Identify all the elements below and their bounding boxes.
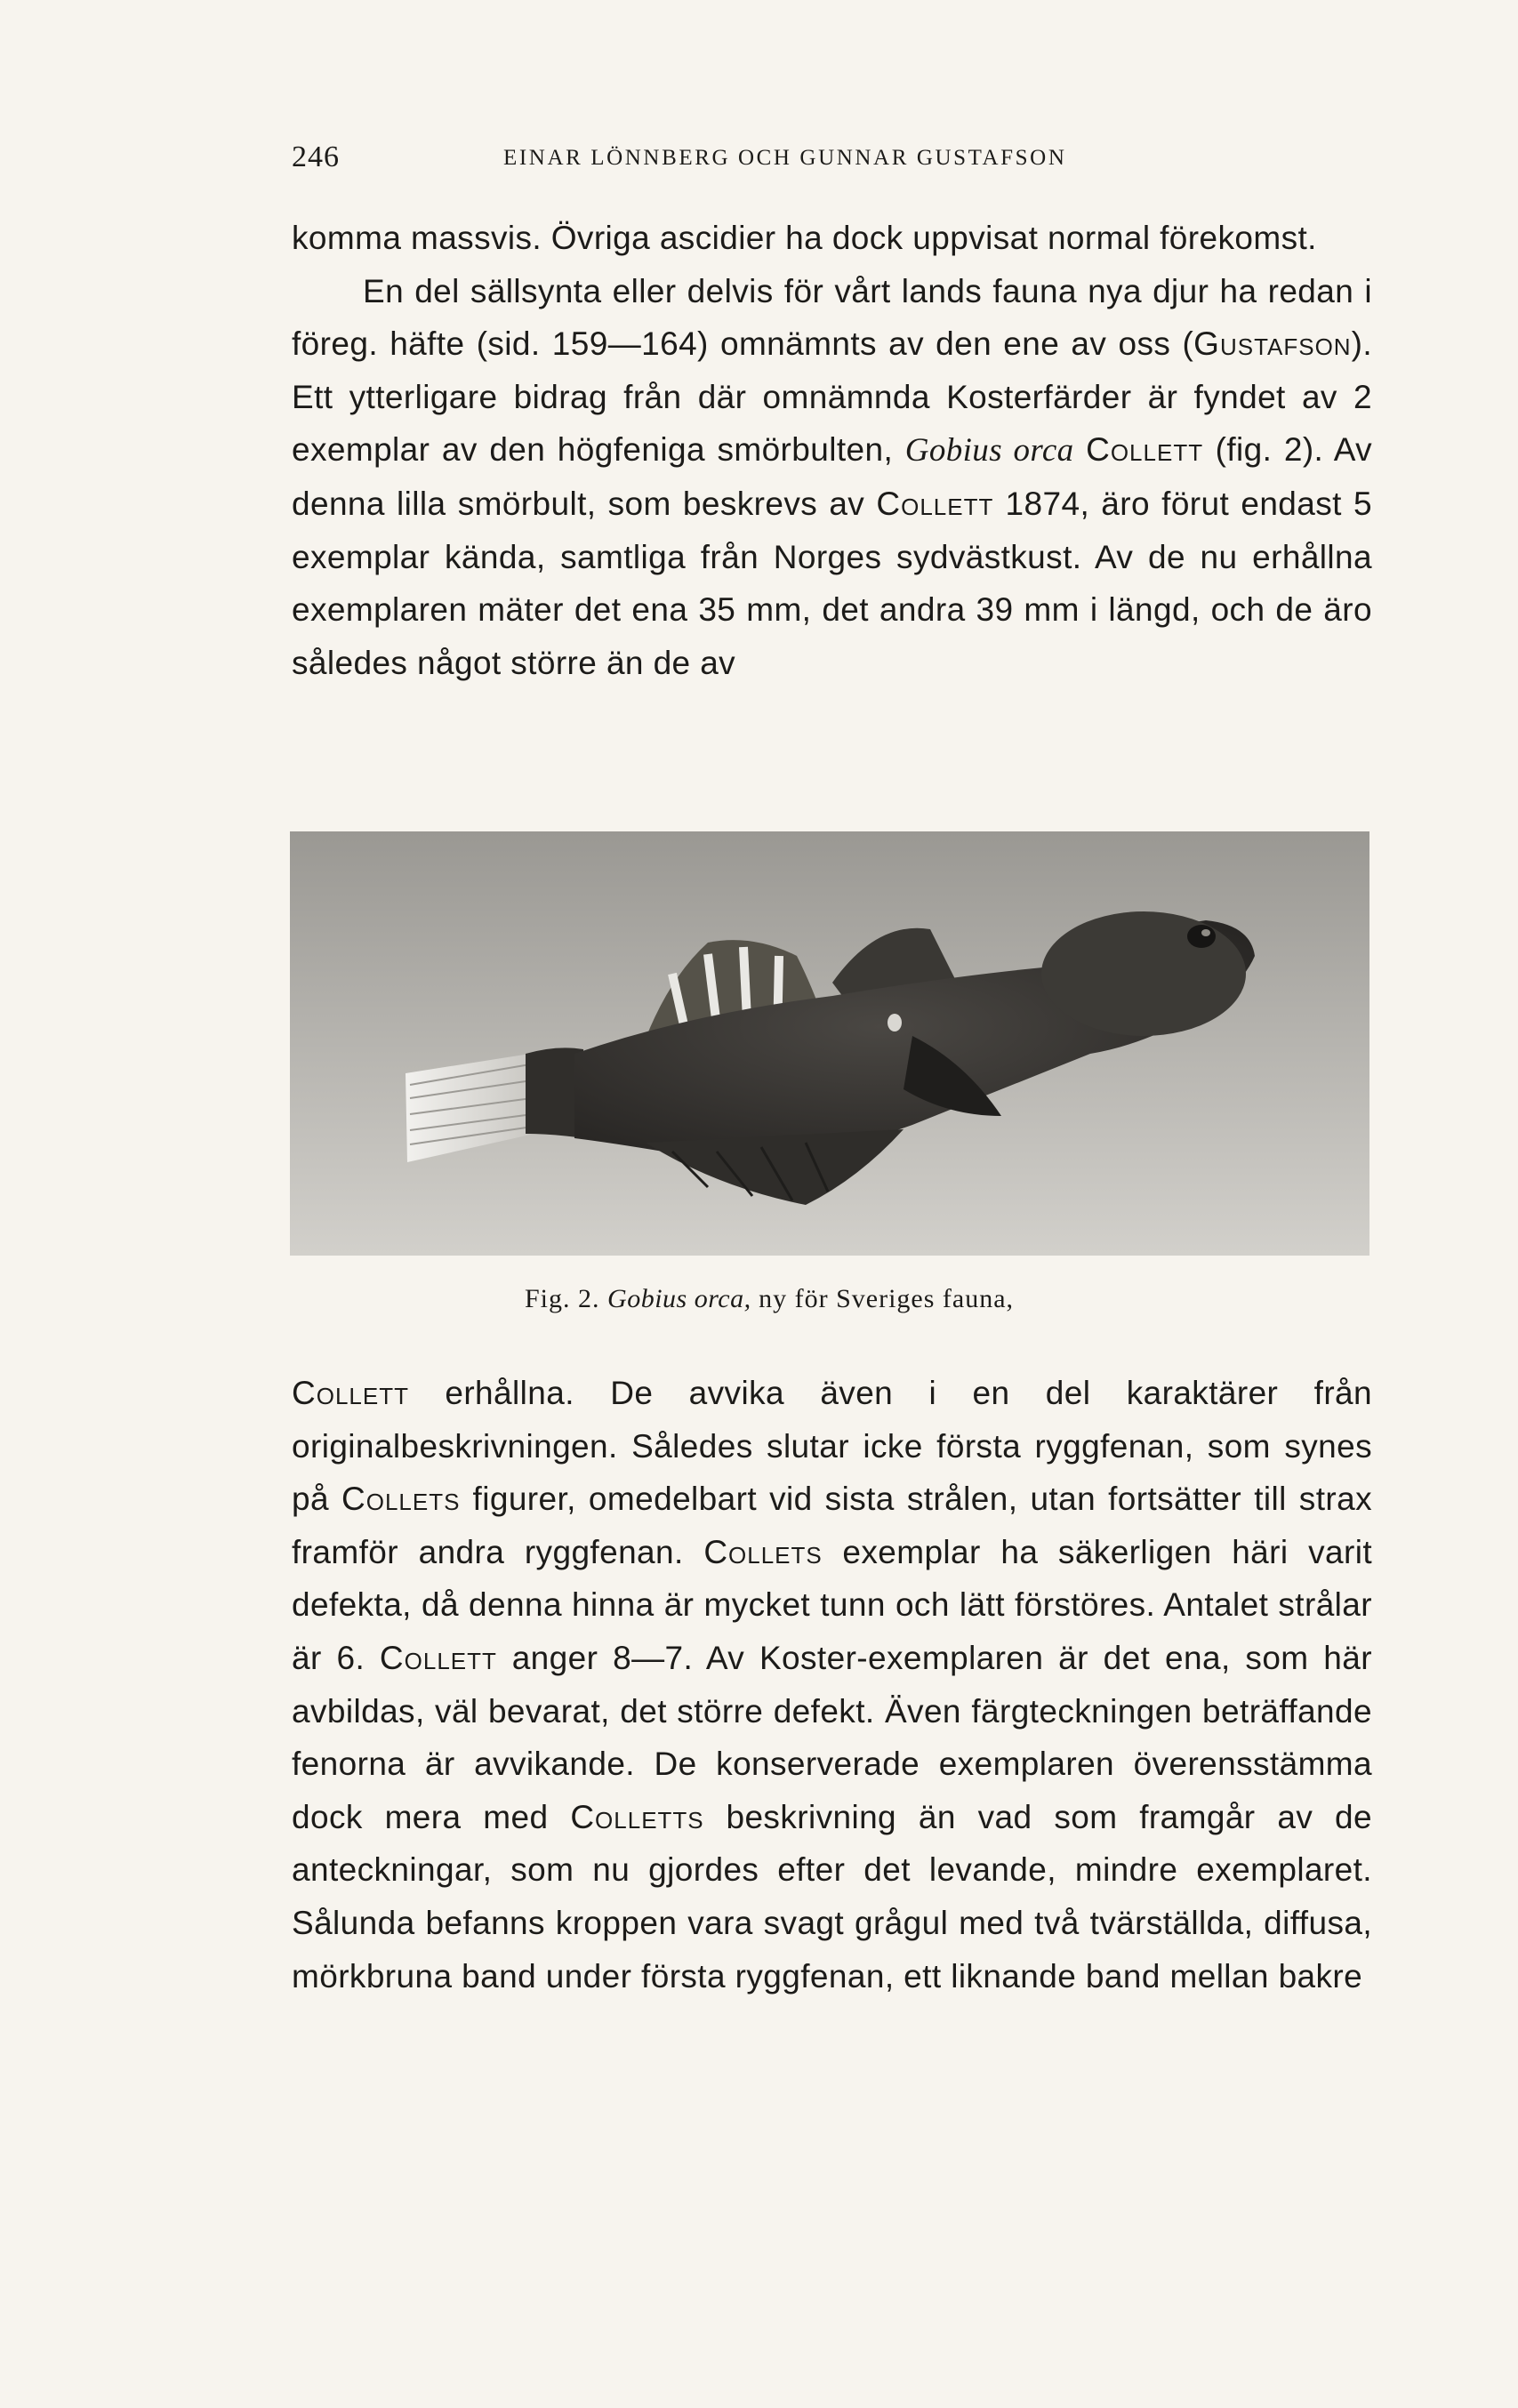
fish-head bbox=[1041, 911, 1246, 1036]
page-header bbox=[292, 140, 1377, 185]
figure-caption bbox=[525, 1284, 1014, 1314]
paragraph-3: Collett erhållna. De avvika även i en del karaktärer från originalbeskrivningen. Således slutar icke första ryggfenan, som synes på Collets figurer, omedelbart vid sista strålen, utan fortsätter till strax framför andra ryggfenan. Collets exemplar ha säkerligen häri varit defekta, då denna hinna är mycket tunn och lätt förstöres. Antalet strålar är 6. Collett anger 8—7. Av Koster-exemplaren är det ena, som här avbildas, väl bevarat, det större defekt. Även färgteckningen beträffande fenorna är avvikande. De konserverade exemplaren överensstämma dock mera med Colletts beskrivning än vad som framgår av de anteckningar, som nu gjordes efter det levande, mindre exemplaret. Sålunda befanns kroppen vara svagt grågul med två tvärställda, diffusa, mörkbruna band under första ryggfenan, ett liknande band mellan bakre bbox=[292, 1375, 1373, 1995]
author-name: Collett bbox=[1086, 431, 1204, 469]
paragraph-2: En del sällsynta eller delvis för vårt lands fauna nya djur ha redan i föreg. häfte (sid. 159—164) omnämnts av den ene av oss (Gustafson). Ett ytterligare bidrag från där omnämnda Kosterfärder är fyndet av 2 exemplar av den högfeniga smörbulten, Gobius orca Collett (fig. 2). Av denna lilla smörbult, som beskrevs av Collett 1874, äro förut endast 5 exemplar kända, samtliga från Norges sydvästkust. Av de nu erhållna exemplaren mäter det ena 35 mm, det andra 39 mm i längd, och de äro således något större än de av bbox=[292, 272, 1373, 681]
species-name: Gobius orca bbox=[904, 432, 1074, 470]
running-head: EINAR LÖNNBERG OCH GUNNAR GUSTAFSON bbox=[503, 146, 1067, 170]
fish-photograph bbox=[290, 831, 1369, 1256]
author-name: Colletts bbox=[570, 1798, 704, 1835]
caption-prefix: Fig. 2. bbox=[525, 1284, 600, 1313]
fish-eye bbox=[1187, 925, 1216, 948]
paragraph-1: komma massvis. Övriga ascidier ha dock uppvisat normal förekomst. bbox=[292, 220, 1317, 256]
page-number: 246 bbox=[292, 140, 340, 173]
author-name: Collett bbox=[876, 485, 994, 522]
bottom-text-block bbox=[292, 1367, 1372, 2003]
author-name: Gustafson bbox=[1193, 325, 1352, 363]
caption-suffix: ny för Sveriges fauna, bbox=[759, 1284, 1015, 1313]
author-name: Collett bbox=[379, 1639, 497, 1676]
author-name: Collett bbox=[292, 1375, 409, 1411]
author-name: Collets bbox=[341, 1481, 461, 1518]
author-name: Collets bbox=[703, 1533, 823, 1570]
caption-species: Gobius orca, bbox=[607, 1284, 751, 1313]
top-text-block bbox=[292, 212, 1372, 689]
